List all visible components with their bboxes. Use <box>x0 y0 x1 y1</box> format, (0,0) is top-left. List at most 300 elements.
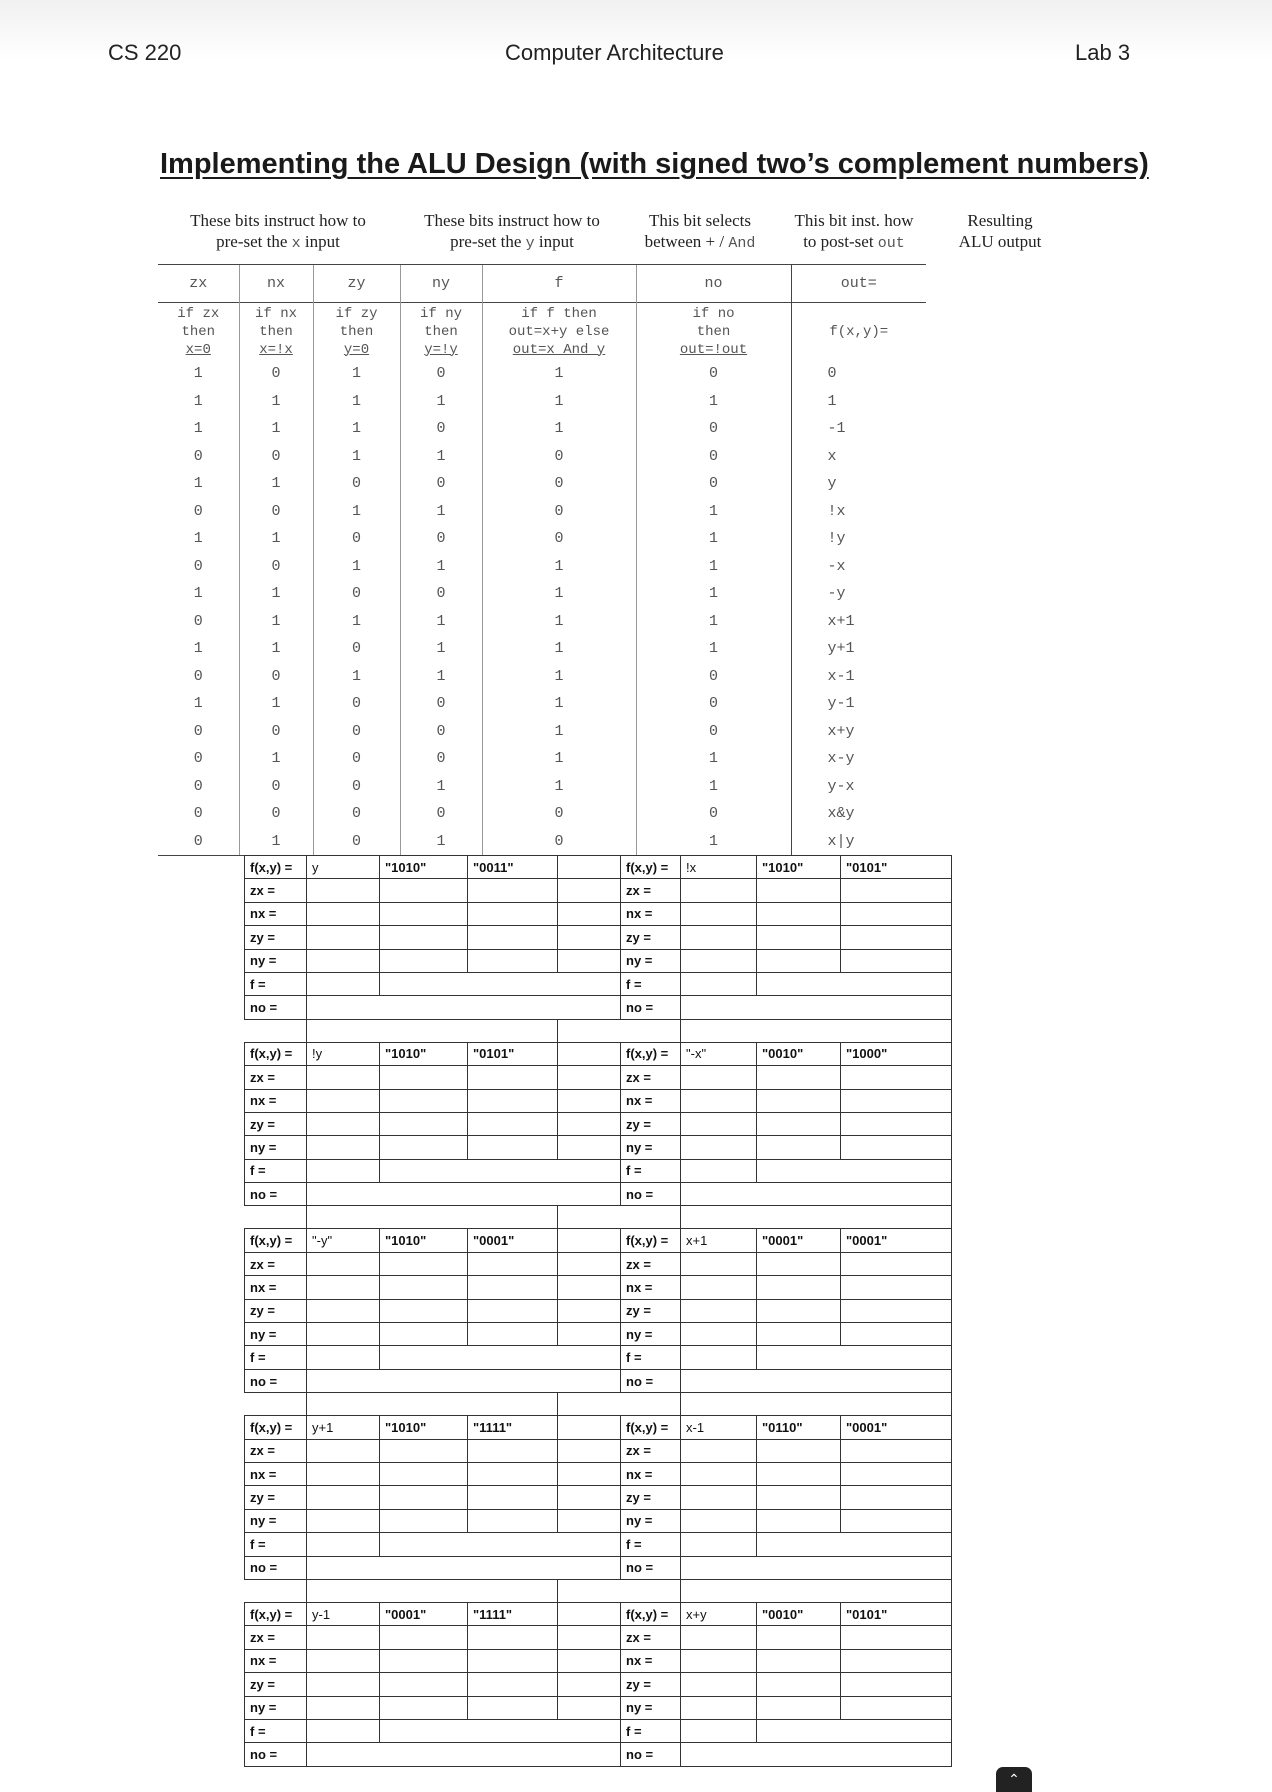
answer-cell[interactable] <box>307 1439 380 1462</box>
answer-cell[interactable] <box>757 1533 952 1556</box>
answer-cell[interactable] <box>757 949 841 972</box>
condition-line: if f then <box>521 305 597 322</box>
truth-table-cell: 1 <box>239 635 313 663</box>
answer-cell[interactable] <box>380 1696 468 1719</box>
answer-cell[interactable] <box>558 1626 621 1649</box>
answer-cell[interactable] <box>468 879 558 902</box>
truth-table-cell: 1 <box>636 553 791 581</box>
answer-cell[interactable] <box>380 1066 468 1089</box>
spacer-cell <box>307 1019 558 1042</box>
answer-cell[interactable] <box>757 1462 841 1485</box>
worksheet-function-row <box>245 1229 952 1252</box>
answer-cell[interactable] <box>681 1743 952 1766</box>
answer-cell[interactable] <box>307 1299 380 1322</box>
f-select-header-line1: This bit selects <box>649 211 751 230</box>
truth-table-cell: 1 <box>239 828 313 856</box>
answer-cell[interactable] <box>841 1439 952 1462</box>
truth-table-cell: 1 <box>239 608 313 636</box>
answer-cell[interactable] <box>307 1649 380 1672</box>
answer-cell[interactable] <box>307 1252 380 1275</box>
function-value: y <box>307 856 380 879</box>
truth-table-row <box>158 470 926 498</box>
answer-cell[interactable] <box>841 1673 952 1696</box>
condition-line: then <box>424 323 458 340</box>
answer-cell[interactable] <box>681 1276 757 1299</box>
answer-cell[interactable] <box>380 1509 468 1532</box>
bit-label: zx = <box>621 1439 681 1462</box>
truth-table-row <box>158 360 926 388</box>
bit-label: f = <box>621 972 681 995</box>
answer-cell[interactable] <box>307 1276 380 1299</box>
answer-cell[interactable] <box>757 1159 952 1182</box>
answer-cell[interactable] <box>841 1626 952 1649</box>
answer-cell[interactable] <box>307 1159 380 1182</box>
answer-cell[interactable] <box>757 1439 841 1462</box>
alu-truth-table <box>158 264 926 856</box>
answer-cell[interactable] <box>681 1509 757 1532</box>
answer-cell[interactable] <box>468 1673 558 1696</box>
truth-table-cell: 0 <box>636 443 791 471</box>
worksheet-bit-row <box>245 1346 952 1369</box>
result-cell[interactable] <box>558 1602 621 1625</box>
truth-table-row <box>158 553 926 581</box>
header-lab: Lab 3 <box>1075 40 1131 65</box>
answer-cell[interactable] <box>558 1486 621 1509</box>
bit-label: zx = <box>621 1252 681 1275</box>
truth-table-row <box>158 800 926 828</box>
answer-cell[interactable] <box>380 1089 468 1112</box>
answer-cell[interactable] <box>380 1533 621 1556</box>
truth-table-cell: 1 <box>636 828 791 856</box>
y-input-value: "0001" <box>841 1416 952 1439</box>
answer-cell[interactable] <box>681 1486 757 1509</box>
truth-table-cell: 0 <box>239 663 313 691</box>
truth-table-cell: 0 <box>636 690 791 718</box>
worksheet-bit-row <box>245 1556 952 1579</box>
answer-cell[interactable] <box>757 926 841 949</box>
answer-cell[interactable] <box>468 902 558 925</box>
worksheet-bit-row <box>245 1719 952 1742</box>
answer-cell[interactable] <box>380 1626 468 1649</box>
answer-cell[interactable] <box>841 1089 952 1112</box>
answer-cell[interactable] <box>681 1649 757 1672</box>
answer-cell[interactable] <box>681 1369 952 1392</box>
spacer-cell <box>558 1393 621 1416</box>
answer-cell[interactable] <box>380 902 468 925</box>
answer-cell[interactable] <box>307 1346 380 1369</box>
answer-cell[interactable] <box>380 1252 468 1275</box>
answer-cell[interactable] <box>757 1486 841 1509</box>
answer-cell[interactable] <box>841 949 952 972</box>
truth-table-cell: 1 <box>313 498 400 526</box>
answer-cell[interactable] <box>757 1696 841 1719</box>
worksheet-bit-row <box>245 1183 952 1206</box>
truth-table-cell: 1 <box>482 388 636 416</box>
answer-cell[interactable] <box>841 1323 952 1346</box>
answer-cell[interactable] <box>681 1323 757 1346</box>
bit-label: zy = <box>245 1112 307 1135</box>
result-cell[interactable] <box>558 1229 621 1252</box>
spacer-cell <box>307 1206 558 1229</box>
function-value: x-1 <box>681 1416 757 1439</box>
answer-cell[interactable] <box>757 1299 841 1322</box>
truth-table-cell: 1 <box>400 608 482 636</box>
answer-cell[interactable] <box>681 1183 952 1206</box>
answer-cell[interactable] <box>681 1346 757 1369</box>
answer-cell[interactable] <box>558 902 621 925</box>
answer-cell[interactable] <box>757 1252 841 1275</box>
answer-cell[interactable] <box>681 1159 757 1182</box>
answer-cell[interactable] <box>380 972 621 995</box>
answer-cell[interactable] <box>468 1089 558 1112</box>
worksheet-function-row <box>245 1042 952 1065</box>
answer-cell[interactable] <box>681 996 952 1019</box>
answer-cell[interactable] <box>681 1439 757 1462</box>
truth-table-cell: 1 <box>239 415 313 443</box>
truth-table-row <box>158 415 926 443</box>
truth-table-cell: 1 <box>400 773 482 801</box>
output-header-line2: ALU output <box>958 232 1042 251</box>
answer-cell[interactable] <box>558 1509 621 1532</box>
bit-label: zy = <box>621 926 681 949</box>
condition-line: out=!out <box>679 341 748 358</box>
bit-label: no = <box>245 1183 307 1206</box>
answer-cell[interactable] <box>307 1533 380 1556</box>
answer-cell[interactable] <box>307 1323 380 1346</box>
answer-cell[interactable] <box>841 1696 952 1719</box>
header-course: CS 220 <box>108 40 182 65</box>
answer-cell[interactable] <box>681 1556 952 1579</box>
spacer-cell <box>245 1019 307 1042</box>
answer-cell[interactable] <box>558 1462 621 1485</box>
y-input-value: "1111" <box>468 1416 558 1439</box>
answer-cell[interactable] <box>681 879 757 902</box>
answer-cell[interactable] <box>558 1089 621 1112</box>
answer-cell[interactable] <box>757 1276 841 1299</box>
truth-table-cell: 1 <box>636 745 791 773</box>
answer-cell[interactable] <box>307 879 380 902</box>
truth-table-cell: 0 <box>193 722 203 740</box>
truth-table-cell: 0 <box>482 525 636 553</box>
worksheet-bit-row <box>245 1533 952 1556</box>
answer-cell[interactable] <box>468 1649 558 1672</box>
answer-cell[interactable] <box>468 1136 558 1159</box>
condition-line: y=!y <box>424 341 458 358</box>
result-cell[interactable] <box>558 1416 621 1439</box>
answer-cell[interactable] <box>757 1112 841 1135</box>
answer-cell[interactable] <box>558 879 621 902</box>
worksheet-bit-row <box>245 1066 952 1089</box>
truth-table-cell: 0 <box>193 777 203 795</box>
spacer-cell <box>245 1579 307 1602</box>
answer-cell[interactable] <box>681 1696 757 1719</box>
answer-cell[interactable] <box>841 1252 952 1275</box>
condition-line: if zx <box>177 305 220 322</box>
truth-table-row <box>158 828 926 856</box>
truth-table-cell: 0 <box>313 635 400 663</box>
condition-line: out=x And y <box>512 341 606 358</box>
condition-line: then <box>696 323 731 340</box>
answer-cell[interactable] <box>307 1509 380 1532</box>
answer-cell[interactable] <box>307 1089 380 1112</box>
truth-table-cell: 1 <box>239 580 313 608</box>
result-cell[interactable] <box>558 856 621 879</box>
truth-table-header-cell: no <box>636 265 791 303</box>
answer-cell[interactable] <box>558 1112 621 1135</box>
answer-cell[interactable] <box>757 902 841 925</box>
truth-table-cell: 0 <box>313 718 400 746</box>
answer-cell[interactable] <box>380 1276 468 1299</box>
bit-label: zy = <box>245 1486 307 1509</box>
truth-table-row <box>158 663 926 691</box>
answer-cell[interactable] <box>841 879 952 902</box>
bit-label: zx = <box>245 1439 307 1462</box>
bit-label: ny = <box>245 1696 307 1719</box>
answer-cell[interactable] <box>380 1159 621 1182</box>
worksheet-bit-row <box>245 1089 952 1112</box>
truth-table-cell: 0 <box>400 415 482 443</box>
truth-table-cell: y <box>791 470 926 498</box>
truth-table-cell: 0 <box>193 612 203 630</box>
answer-cell[interactable] <box>681 1112 757 1135</box>
answer-cell[interactable] <box>841 1066 952 1089</box>
answer-cell[interactable] <box>681 1462 757 1485</box>
alu-worksheet-table <box>244 855 952 1767</box>
answer-cell[interactable] <box>558 1299 621 1322</box>
truth-table-cell: 0 <box>400 800 482 828</box>
bit-label: no = <box>245 996 307 1019</box>
truth-table-header-cell: nx <box>239 265 313 303</box>
answer-cell[interactable] <box>757 1649 841 1672</box>
answer-cell[interactable] <box>468 1252 558 1275</box>
answer-cell[interactable] <box>380 1486 468 1509</box>
answer-cell[interactable] <box>558 1276 621 1299</box>
truth-table-cell: 0 <box>636 800 791 828</box>
truth-table-condition-cell <box>158 303 239 361</box>
answer-cell[interactable] <box>468 926 558 949</box>
truth-table-cell: 0 <box>791 360 926 388</box>
function-value: !y <box>307 1042 380 1065</box>
answer-cell[interactable] <box>558 1066 621 1089</box>
f-select-header-line2: between + / And <box>644 232 756 252</box>
truth-table-cell: x+y <box>791 718 926 746</box>
answer-cell[interactable] <box>468 1509 558 1532</box>
answer-cell[interactable] <box>681 902 757 925</box>
answer-cell[interactable] <box>380 1439 468 1462</box>
answer-cell[interactable] <box>558 1673 621 1696</box>
answer-cell[interactable] <box>380 1112 468 1135</box>
answer-cell[interactable] <box>841 1136 952 1159</box>
answer-cell[interactable] <box>307 1626 380 1649</box>
answer-cell[interactable] <box>757 1323 841 1346</box>
output-column-header <box>940 210 1060 252</box>
answer-cell[interactable] <box>558 1696 621 1719</box>
answer-cell[interactable] <box>757 972 952 995</box>
answer-cell[interactable] <box>681 1136 757 1159</box>
answer-cell[interactable] <box>841 1276 952 1299</box>
answer-cell[interactable] <box>468 1462 558 1485</box>
answer-cell[interactable] <box>681 949 757 972</box>
bit-label: no = <box>621 1369 681 1392</box>
answer-cell[interactable] <box>681 926 757 949</box>
function-value: y+1 <box>307 1416 380 1439</box>
worksheet-bit-row <box>245 1462 952 1485</box>
answer-cell[interactable] <box>841 1462 952 1485</box>
answer-cell[interactable] <box>468 1112 558 1135</box>
answer-cell[interactable] <box>380 1673 468 1696</box>
answer-cell[interactable] <box>681 972 757 995</box>
answer-cell[interactable] <box>841 1509 952 1532</box>
bit-label: zy = <box>621 1299 681 1322</box>
result-cell[interactable] <box>558 1042 621 1065</box>
answer-cell[interactable] <box>307 949 380 972</box>
bit-label: no = <box>621 1743 681 1766</box>
answer-cell[interactable] <box>307 996 621 1019</box>
answer-cell[interactable] <box>558 1136 621 1159</box>
answer-cell[interactable] <box>468 1439 558 1462</box>
truth-table-row <box>158 388 926 416</box>
answer-cell[interactable] <box>307 972 380 995</box>
answer-cell[interactable] <box>468 1323 558 1346</box>
answer-cell[interactable] <box>468 949 558 972</box>
answer-cell[interactable] <box>841 1112 952 1135</box>
answer-cell[interactable] <box>681 1719 757 1742</box>
truth-table-cell: 0 <box>482 443 636 471</box>
answer-cell[interactable] <box>681 1089 757 1112</box>
answer-cell[interactable] <box>307 1673 380 1696</box>
truth-table-cell: 1 <box>791 388 926 416</box>
bit-label: nx = <box>621 1089 681 1112</box>
answer-cell[interactable] <box>380 926 468 949</box>
answer-cell[interactable] <box>841 1299 952 1322</box>
answer-cell[interactable] <box>380 1136 468 1159</box>
worksheet-bit-row <box>245 1136 952 1159</box>
truth-table-cell: 0 <box>239 718 313 746</box>
answer-cell[interactable] <box>841 926 952 949</box>
truth-table-cell: 1 <box>482 608 636 636</box>
answer-cell[interactable] <box>380 1323 468 1346</box>
answer-cell[interactable] <box>380 879 468 902</box>
truth-table-cell: 1 <box>193 365 203 383</box>
answer-cell[interactable] <box>468 1066 558 1089</box>
answer-cell[interactable] <box>757 1673 841 1696</box>
truth-table-cell: 1 <box>313 608 400 636</box>
y-input-value: "0101" <box>841 1602 952 1625</box>
spacer-cell <box>307 1393 558 1416</box>
truth-table-cell: 0 <box>239 443 313 471</box>
answer-cell[interactable] <box>307 1136 380 1159</box>
truth-table-row <box>158 690 926 718</box>
answer-cell[interactable] <box>841 1486 952 1509</box>
answer-cell[interactable] <box>558 1252 621 1275</box>
answer-cell[interactable] <box>307 1696 380 1719</box>
bit-label: f = <box>621 1533 681 1556</box>
truth-table-cell: 0 <box>193 667 203 685</box>
answer-cell[interactable] <box>307 902 380 925</box>
truth-table-cell: 1 <box>193 585 203 603</box>
answer-cell[interactable] <box>757 1066 841 1089</box>
function-value: y-1 <box>307 1602 380 1625</box>
answer-cell[interactable] <box>757 1626 841 1649</box>
truth-table-cell: 1 <box>400 828 482 856</box>
bit-label: no = <box>621 1183 681 1206</box>
answer-cell[interactable] <box>681 1533 757 1556</box>
spacer-cell <box>621 1393 681 1416</box>
truth-table-cell: 0 <box>313 800 400 828</box>
answer-cell[interactable] <box>307 1719 380 1742</box>
fx-label: f(x,y) = <box>621 1042 681 1065</box>
y-input-value: "0011" <box>468 856 558 879</box>
x-input-value: "1010" <box>380 1229 468 1252</box>
answer-cell[interactable] <box>380 1719 621 1742</box>
answer-cell[interactable] <box>681 1252 757 1275</box>
answer-cell[interactable] <box>380 949 468 972</box>
answer-cell[interactable] <box>380 1649 468 1672</box>
answer-cell[interactable] <box>558 1649 621 1672</box>
answer-cell[interactable] <box>307 1066 380 1089</box>
answer-cell[interactable] <box>468 1486 558 1509</box>
answer-cell[interactable] <box>757 1089 841 1112</box>
answer-cell[interactable] <box>558 926 621 949</box>
answer-cell[interactable] <box>757 1136 841 1159</box>
x-preset-column-header <box>178 210 378 254</box>
answer-cell[interactable] <box>841 1649 952 1672</box>
scroll-up-button[interactable] <box>996 1767 1032 1792</box>
answer-cell[interactable] <box>681 1066 757 1089</box>
answer-cell[interactable] <box>681 1626 757 1649</box>
answer-cell[interactable] <box>468 1696 558 1719</box>
worksheet-spacer-row <box>245 1019 952 1042</box>
answer-cell[interactable] <box>757 1346 952 1369</box>
answer-cell[interactable] <box>468 1626 558 1649</box>
truth-table-cell: 1 <box>636 580 791 608</box>
truth-table-cell: 0 <box>400 745 482 773</box>
answer-cell[interactable] <box>307 1486 380 1509</box>
answer-cell[interactable] <box>681 1673 757 1696</box>
answer-cell[interactable] <box>307 1462 380 1485</box>
truth-table-header-cell: out= <box>791 265 926 303</box>
truth-table-cell: 0 <box>193 805 203 823</box>
answer-cell[interactable] <box>307 1112 380 1135</box>
answer-cell[interactable] <box>307 1369 621 1392</box>
spacer-cell <box>681 1393 952 1416</box>
answer-cell[interactable] <box>558 949 621 972</box>
worksheet-bit-row <box>245 1743 952 1766</box>
answer-cell[interactable] <box>307 1556 621 1579</box>
answer-cell[interactable] <box>380 1462 468 1485</box>
answer-cell[interactable] <box>468 1299 558 1322</box>
fx-label: f(x,y) = <box>621 1416 681 1439</box>
answer-cell[interactable] <box>307 926 380 949</box>
answer-cell[interactable] <box>757 1509 841 1532</box>
answer-cell[interactable] <box>468 1276 558 1299</box>
answer-cell[interactable] <box>558 1323 621 1346</box>
answer-cell[interactable] <box>307 1183 621 1206</box>
answer-cell[interactable] <box>757 879 841 902</box>
answer-cell[interactable] <box>380 1299 468 1322</box>
truth-table-condition-cell <box>239 303 313 361</box>
bit-label: nx = <box>245 1089 307 1112</box>
answer-cell[interactable] <box>558 1439 621 1462</box>
answer-cell[interactable] <box>757 1719 952 1742</box>
bit-label: nx = <box>245 1462 307 1485</box>
answer-cell[interactable] <box>841 902 952 925</box>
bit-label: f = <box>621 1719 681 1742</box>
answer-cell[interactable] <box>380 1346 621 1369</box>
answer-cell[interactable] <box>681 1299 757 1322</box>
answer-cell[interactable] <box>307 1743 621 1766</box>
bit-label: ny = <box>245 949 307 972</box>
